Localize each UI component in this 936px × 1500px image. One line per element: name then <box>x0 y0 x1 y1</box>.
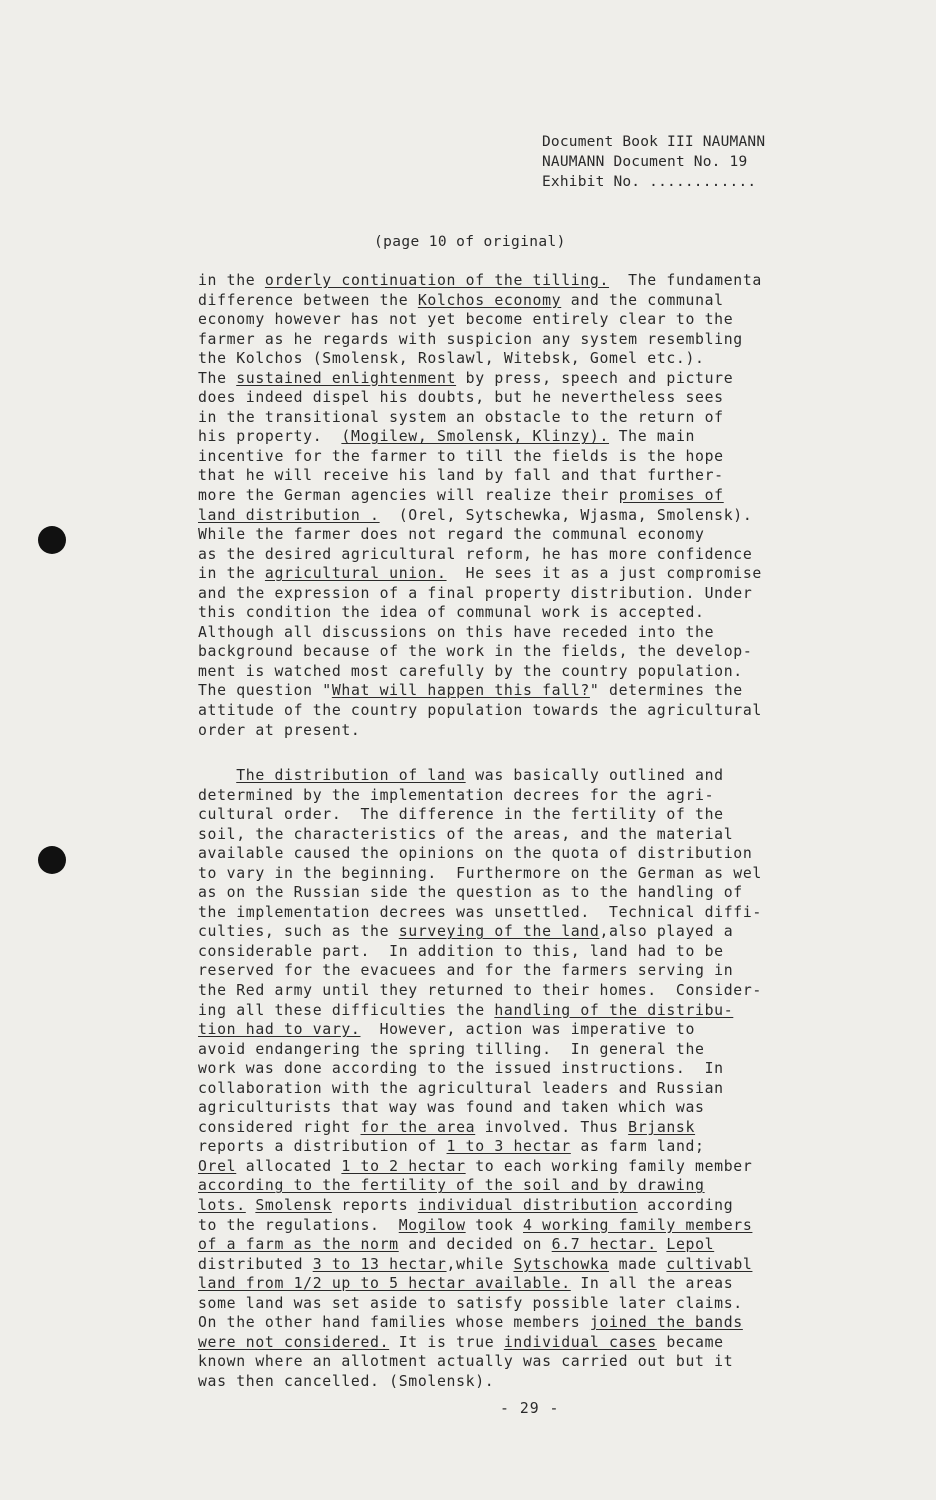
text-segment: On the other hand families whose members <box>198 1314 590 1332</box>
text-line <box>198 844 934 864</box>
text-line <box>198 349 934 369</box>
text-segment: order at present. <box>198 721 361 739</box>
text-line <box>198 1352 934 1372</box>
text-line <box>198 961 934 981</box>
text-line <box>198 1020 934 1040</box>
text-line <box>198 1333 934 1353</box>
text-segment: ,also played a <box>599 923 734 941</box>
text-line <box>198 369 934 389</box>
underlined-text: according to the fertility of the soil and by drawing <box>198 1177 705 1195</box>
text-segment: to the regulations. <box>198 1216 399 1234</box>
text-segment: reserved for the evacuees and for the farmers serving in <box>198 962 734 980</box>
text-line <box>198 1001 934 1021</box>
text-line <box>198 427 934 447</box>
text-line <box>198 564 934 584</box>
underlined-text: land from 1/2 up to 5 hectar available. <box>198 1275 571 1293</box>
text-segment: The main <box>609 428 696 446</box>
text-segment: determined by the implementation decrees for the agri- <box>198 786 715 804</box>
text-line <box>198 942 934 962</box>
text-segment: the Red army until they returned to their homes. Consider- <box>198 982 762 1000</box>
text-segment: and decided on <box>398 1236 552 1254</box>
text-segment: was then cancelled. (Smolensk). <box>198 1372 495 1390</box>
text-segment: culties, such as the <box>198 923 399 941</box>
underlined-text: individual distribution <box>417 1197 638 1215</box>
punch-hole <box>38 526 66 554</box>
text-line <box>198 681 934 701</box>
text-line <box>198 1098 934 1118</box>
underlined-text: Lepol <box>666 1236 715 1254</box>
text-segment: allocated <box>236 1157 342 1175</box>
text-segment: However, action was imperative to <box>360 1021 696 1039</box>
text-segment: (Orel, Sytschewka, Wjasma, Smolensk). <box>379 506 753 524</box>
text-line <box>198 603 934 623</box>
text-line <box>198 662 934 682</box>
text-line <box>198 506 934 526</box>
text-segment: incentive for the farmer to till the fields is the hope <box>198 447 724 465</box>
text-line <box>198 981 934 1001</box>
punch-hole <box>38 846 66 874</box>
underlined-text: (Mogilew, Smolensk, Klinzy). <box>341 428 610 446</box>
text-segment: made <box>609 1255 667 1273</box>
text-segment: to each working family member <box>465 1157 753 1175</box>
text-line <box>198 721 934 741</box>
underlined-text: for the area <box>360 1118 476 1136</box>
underlined-text: Brjansk <box>628 1118 696 1136</box>
text-line <box>198 1176 934 1196</box>
text-segment: avoid endangering the spring tilling. In general the <box>198 1040 705 1058</box>
original-page-reference: (page 10 of original) <box>374 234 566 250</box>
underlined-text: Kolchos economy <box>417 291 562 309</box>
text-line <box>198 408 934 428</box>
text-line <box>198 825 934 845</box>
text-segment: some land was set aside to satisfy possible later claims. <box>198 1294 743 1312</box>
text-segment: in the <box>198 272 265 289</box>
header-document-number: NAUMANN Document No. 19 <box>542 154 748 170</box>
text-segment: work was done according to the issued instructions. In <box>198 1060 724 1078</box>
text-line <box>198 1235 934 1255</box>
text-line <box>198 525 934 545</box>
underlined-text: Smolensk <box>255 1197 332 1215</box>
text-segment: his property. <box>198 428 342 446</box>
text-line <box>198 1059 934 1079</box>
text-line <box>198 1137 934 1157</box>
underlined-text: promises of <box>618 487 724 505</box>
underlined-text: The distribution of land <box>236 767 466 784</box>
text-line <box>198 1079 934 1099</box>
text-segment: collaboration with the agricultural leaders and Russian <box>198 1079 724 1097</box>
text-line <box>198 1118 934 1138</box>
text-segment: took <box>465 1216 524 1234</box>
underlined-text: 4 working family members <box>523 1216 753 1234</box>
text-line <box>198 330 934 350</box>
underlined-text: Mogilow <box>398 1216 466 1234</box>
underlined-text: Orel <box>198 1157 237 1175</box>
text-segment: does indeed dispel his doubts, but he nevertheless sees <box>198 389 724 407</box>
underlined-text: joined the bands <box>589 1314 743 1332</box>
text-segment: more the German agencies will realize their <box>198 487 619 505</box>
text-segment: available caused the opinions on the quota of distribution <box>198 845 753 863</box>
text-line <box>198 766 934 786</box>
text-line <box>198 1216 934 1236</box>
text-segment: as farm land; <box>570 1138 705 1156</box>
text-line <box>198 642 934 662</box>
underlined-text: What will happen this fall? <box>331 682 590 700</box>
text-line <box>198 1372 934 1392</box>
underlined-text: tion had to vary. <box>198 1021 361 1039</box>
text-segment: involved. Thus <box>475 1118 629 1136</box>
text-line <box>198 1255 934 1275</box>
text-segment: in the transitional system an obstacle to the return of <box>198 408 724 426</box>
text-segment: It is true <box>389 1333 504 1351</box>
text-segment: The fundamenta <box>609 272 762 289</box>
text-segment: ,while <box>446 1255 514 1273</box>
text-segment: reports <box>331 1197 418 1215</box>
text-line <box>198 1274 934 1294</box>
underlined-text: 1 to 3 hectar <box>446 1138 571 1156</box>
text-line <box>198 310 934 330</box>
text-segment: " determines the <box>589 682 743 700</box>
text-segment: considered right <box>198 1118 361 1136</box>
header-book-line: Document Book III NAUMANN <box>542 134 766 150</box>
text-segment: and the communal <box>561 291 724 309</box>
paragraph-orderly-continuation <box>198 271 934 740</box>
text-segment: considerable part. In addition to this, land had to be <box>198 942 724 960</box>
text-line <box>198 805 934 825</box>
text-segment: economy however has not yet become entirely clear to the <box>198 311 734 329</box>
underlined-text: lots. <box>198 1197 246 1215</box>
text-line <box>198 447 934 467</box>
text-line <box>198 1313 934 1333</box>
text-segment: distributed <box>198 1255 313 1273</box>
text-segment <box>198 767 236 784</box>
text-segment <box>657 1236 667 1253</box>
text-segment: soil, the characteristics of the areas, and the material <box>198 825 734 843</box>
underlined-text: individual cases <box>503 1333 657 1351</box>
text-line <box>198 1157 934 1177</box>
text-segment: The <box>198 369 237 387</box>
text-segment: as the desired agricultural reform, he has more confidence <box>198 545 753 563</box>
underlined-text: handling of the distribu- <box>494 1001 734 1019</box>
text-line <box>198 701 934 721</box>
text-line <box>198 466 934 486</box>
text-segment: He sees it as a just compromise <box>446 565 762 583</box>
text-line <box>198 584 934 604</box>
text-segment: known where an allotment actually was carried out but it <box>198 1353 734 1371</box>
text-segment: the Kolchos (Smolensk, Roslawl, Witebsk, Gomel etc.). <box>198 350 705 368</box>
text-segment: in the <box>198 565 265 583</box>
text-segment: was basically outlined and <box>465 767 724 784</box>
text-segment: by press, speech and picture <box>456 369 734 387</box>
text-line <box>198 1294 934 1314</box>
text-line <box>198 486 934 506</box>
text-line <box>198 623 934 643</box>
underlined-text: Sytschowka <box>513 1255 610 1273</box>
text-segment: this condition the idea of communal work is accepted. <box>198 604 705 622</box>
text-segment: agriculturists that way was found and taken which was <box>198 1099 705 1117</box>
text-segment: became <box>656 1333 724 1351</box>
underlined-text: 3 to 13 hectar <box>312 1255 447 1273</box>
text-segment: the implementation decrees was unsettled. Technical diffi- <box>198 903 762 921</box>
text-segment: background because of the work in the fields, the develop- <box>198 643 753 661</box>
text-segment: that he will receive his land by fall and that further- <box>198 467 724 485</box>
text-line <box>198 864 934 884</box>
text-line <box>198 1196 934 1216</box>
text-segment: farmer as he regards with suspicion any system resembling <box>198 330 743 348</box>
text-segment: to vary in the beginning. Furthermore on the German as wel <box>198 864 762 882</box>
text-line <box>198 388 934 408</box>
text-segment <box>246 1197 256 1214</box>
underlined-text: 1 to 2 hectar <box>341 1157 466 1175</box>
text-line <box>198 786 934 806</box>
text-segment: attitude of the country population towards the agricultural <box>198 702 762 720</box>
text-segment: difference between the <box>198 291 418 309</box>
text-segment: reports a distribution of <box>198 1138 447 1156</box>
text-line <box>198 291 934 311</box>
underlined-text: 6.7 hectar. <box>551 1236 657 1254</box>
underlined-text: cultivabl <box>666 1255 753 1273</box>
underlined-text: were not considered. <box>198 1333 390 1351</box>
underlined-text: orderly continuation of the tilling. <box>264 272 610 289</box>
text-line <box>198 545 934 565</box>
text-segment: In all the areas <box>570 1275 734 1293</box>
text-segment: and the expression of a final property distribution. Under <box>198 584 753 602</box>
underlined-text: surveying of the land <box>398 923 600 941</box>
text-segment: cultural order. The difference in the fertility of the <box>198 806 724 824</box>
text-line <box>198 922 934 942</box>
text-segment: as on the Russian side the question as to the handling of <box>198 884 743 902</box>
text-line <box>198 271 934 291</box>
text-segment: Although all discussions on this have receded into the <box>198 623 715 641</box>
underlined-text: sustained enlightenment <box>236 369 457 387</box>
paragraph-land-distribution <box>198 766 934 1392</box>
text-segment: The question " <box>198 682 332 700</box>
text-line <box>198 1040 934 1060</box>
text-segment: ment is watched most carefully by the country population. <box>198 662 743 680</box>
text-segment: ing all these difficulties the <box>198 1001 495 1019</box>
text-line <box>198 883 934 903</box>
document-header <box>542 132 765 192</box>
header-exhibit-number: Exhibit No. ............ <box>542 174 757 190</box>
underlined-text: land distribution . <box>198 506 380 524</box>
text-segment: While the farmer does not regard the communal economy <box>198 526 705 544</box>
underlined-text: agricultural union. <box>264 565 447 583</box>
text-segment: according <box>637 1197 734 1215</box>
underlined-text: of a farm as the norm <box>198 1236 399 1254</box>
page-number: - 29 - <box>500 1400 560 1417</box>
text-line <box>198 903 934 923</box>
